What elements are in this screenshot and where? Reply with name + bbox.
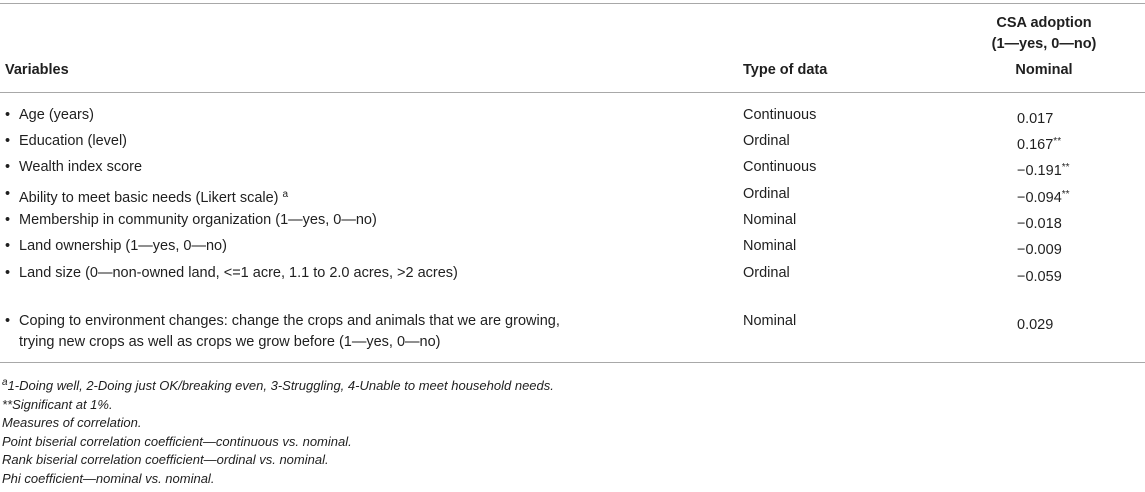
header-variables: Variables	[5, 62, 69, 78]
bullet-icon: •	[5, 212, 11, 228]
footnote-marker-a: a	[282, 189, 289, 200]
variable-name: Education (level)	[19, 133, 127, 149]
data-type: Ordinal	[743, 186, 790, 202]
header-rule	[0, 92, 1145, 93]
bullet-icon: •	[5, 238, 11, 254]
variable-name: Land ownership (1—yes, 0—no)	[19, 238, 227, 254]
bullet-icon: •	[5, 186, 11, 202]
correlation-value: −0.191**	[1017, 162, 1070, 179]
header-csa-adoption	[969, 13, 1119, 55]
data-type: Nominal	[743, 238, 797, 254]
header-nominal: Nominal	[1015, 62, 1073, 78]
data-type: Continuous	[743, 159, 817, 175]
correlation-value: −0.059	[1017, 269, 1062, 285]
variable-name: Land size (0—non-owned land, <=1 acre, 1.1 to 2.0 acres, >2 acres)	[19, 265, 458, 281]
footnote-phi: Phi coefficient—nominal vs. nominal.	[2, 470, 215, 486]
data-type: Nominal	[743, 313, 797, 329]
bullet-icon: •	[5, 313, 11, 329]
bullet-icon: •	[5, 159, 11, 175]
correlation-value: −0.018	[1017, 216, 1062, 232]
variable-name: Ability to meet basic needs (Likert scale)	[19, 190, 283, 206]
top-rule	[0, 3, 1145, 4]
correlation-value: −0.094**	[1017, 189, 1070, 206]
header-csa-line1: CSA adoption	[996, 15, 1092, 31]
footnote-a: $^a$1-Doing well, 2-Doing just OK/breaking even, 3-Struggling, 4-Unable to meet household needs.	[2, 377, 554, 393]
table-footnotes	[2, 374, 554, 489]
correlation-value: −0.009	[1017, 242, 1062, 258]
footnote-rank-biserial: Rank biserial correlation coefficient—ordinal vs. nominal.	[2, 452, 329, 468]
variable-name: Age (years)	[19, 107, 94, 123]
bullet-icon: •	[5, 133, 11, 149]
data-type: Continuous	[743, 107, 817, 123]
header-csa-line2: (1—yes, 0—no)	[991, 36, 1097, 52]
variable-name: Coping to environment changes: change the crops and animals that we are growing, trying new crops as well as crops we grow before (1—yes, 0—no)	[19, 313, 560, 350]
bottom-rule	[0, 362, 1145, 363]
footnote-measures: Measures of correlation.	[2, 415, 142, 431]
correlation-value: 0.029	[1017, 317, 1054, 333]
variable-name: Wealth index score	[19, 159, 143, 175]
footnote-point-biserial: Point biserial correlation coefficient—continuous vs. nominal.	[2, 433, 352, 449]
data-type: Nominal	[743, 212, 797, 228]
data-type: Ordinal	[743, 133, 790, 149]
footnote-significance: **Significant at 1%.	[2, 396, 113, 412]
data-type: Ordinal	[743, 265, 790, 281]
bullet-icon: •	[5, 107, 11, 123]
correlation-value: 0.167**	[1017, 136, 1062, 153]
correlation-value: 0.017	[1017, 111, 1054, 127]
bullet-icon: •	[5, 265, 11, 281]
variable-name: Membership in community organization (1—yes, 0—no)	[19, 212, 377, 228]
header-type-of-data: Type of data	[743, 62, 828, 78]
